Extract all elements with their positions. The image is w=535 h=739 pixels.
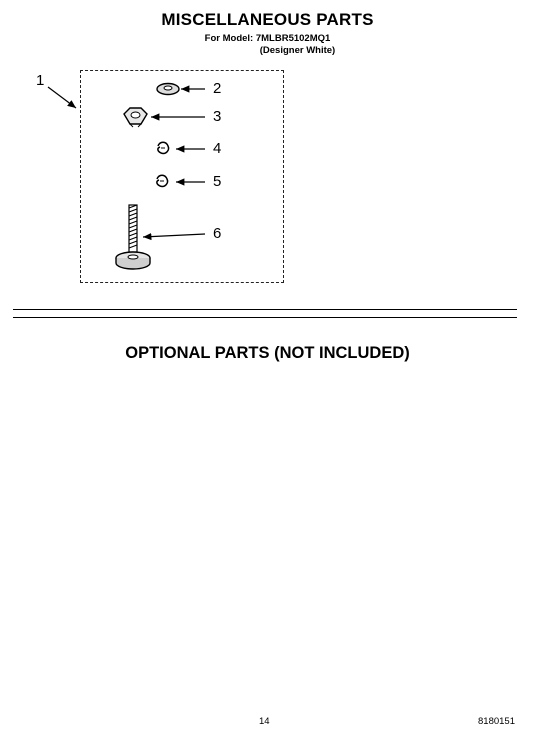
parts-diagram — [0, 0, 535, 300]
page-number: 14 — [259, 716, 270, 727]
callout-5: 5 — [213, 173, 222, 190]
leader-line-1 — [48, 87, 76, 108]
callout-1: 1 — [36, 72, 45, 89]
page-title: MISCELLANEOUS PARTS — [161, 10, 374, 29]
leader-line-6 — [143, 234, 205, 237]
callout-6: 6 — [213, 225, 222, 242]
model-line: For Model: 7MLBR5102MQ1 — [204, 33, 331, 44]
variant-line: (Designer White) — [259, 45, 336, 56]
clip-icon — [157, 175, 168, 186]
clip-icon — [158, 142, 169, 153]
callout-4: 4 — [213, 140, 222, 157]
document-number: 8180151 — [478, 716, 515, 727]
callout-3: 3 — [213, 108, 222, 125]
divider-rule-top — [13, 309, 517, 310]
hex-nut-icon — [124, 108, 147, 127]
optional-parts-heading: OPTIONAL PARTS (NOT INCLUDED) — [125, 344, 410, 362]
washer-icon — [157, 84, 179, 95]
divider-rule-bottom — [13, 317, 517, 318]
callout-2: 2 — [213, 80, 222, 97]
